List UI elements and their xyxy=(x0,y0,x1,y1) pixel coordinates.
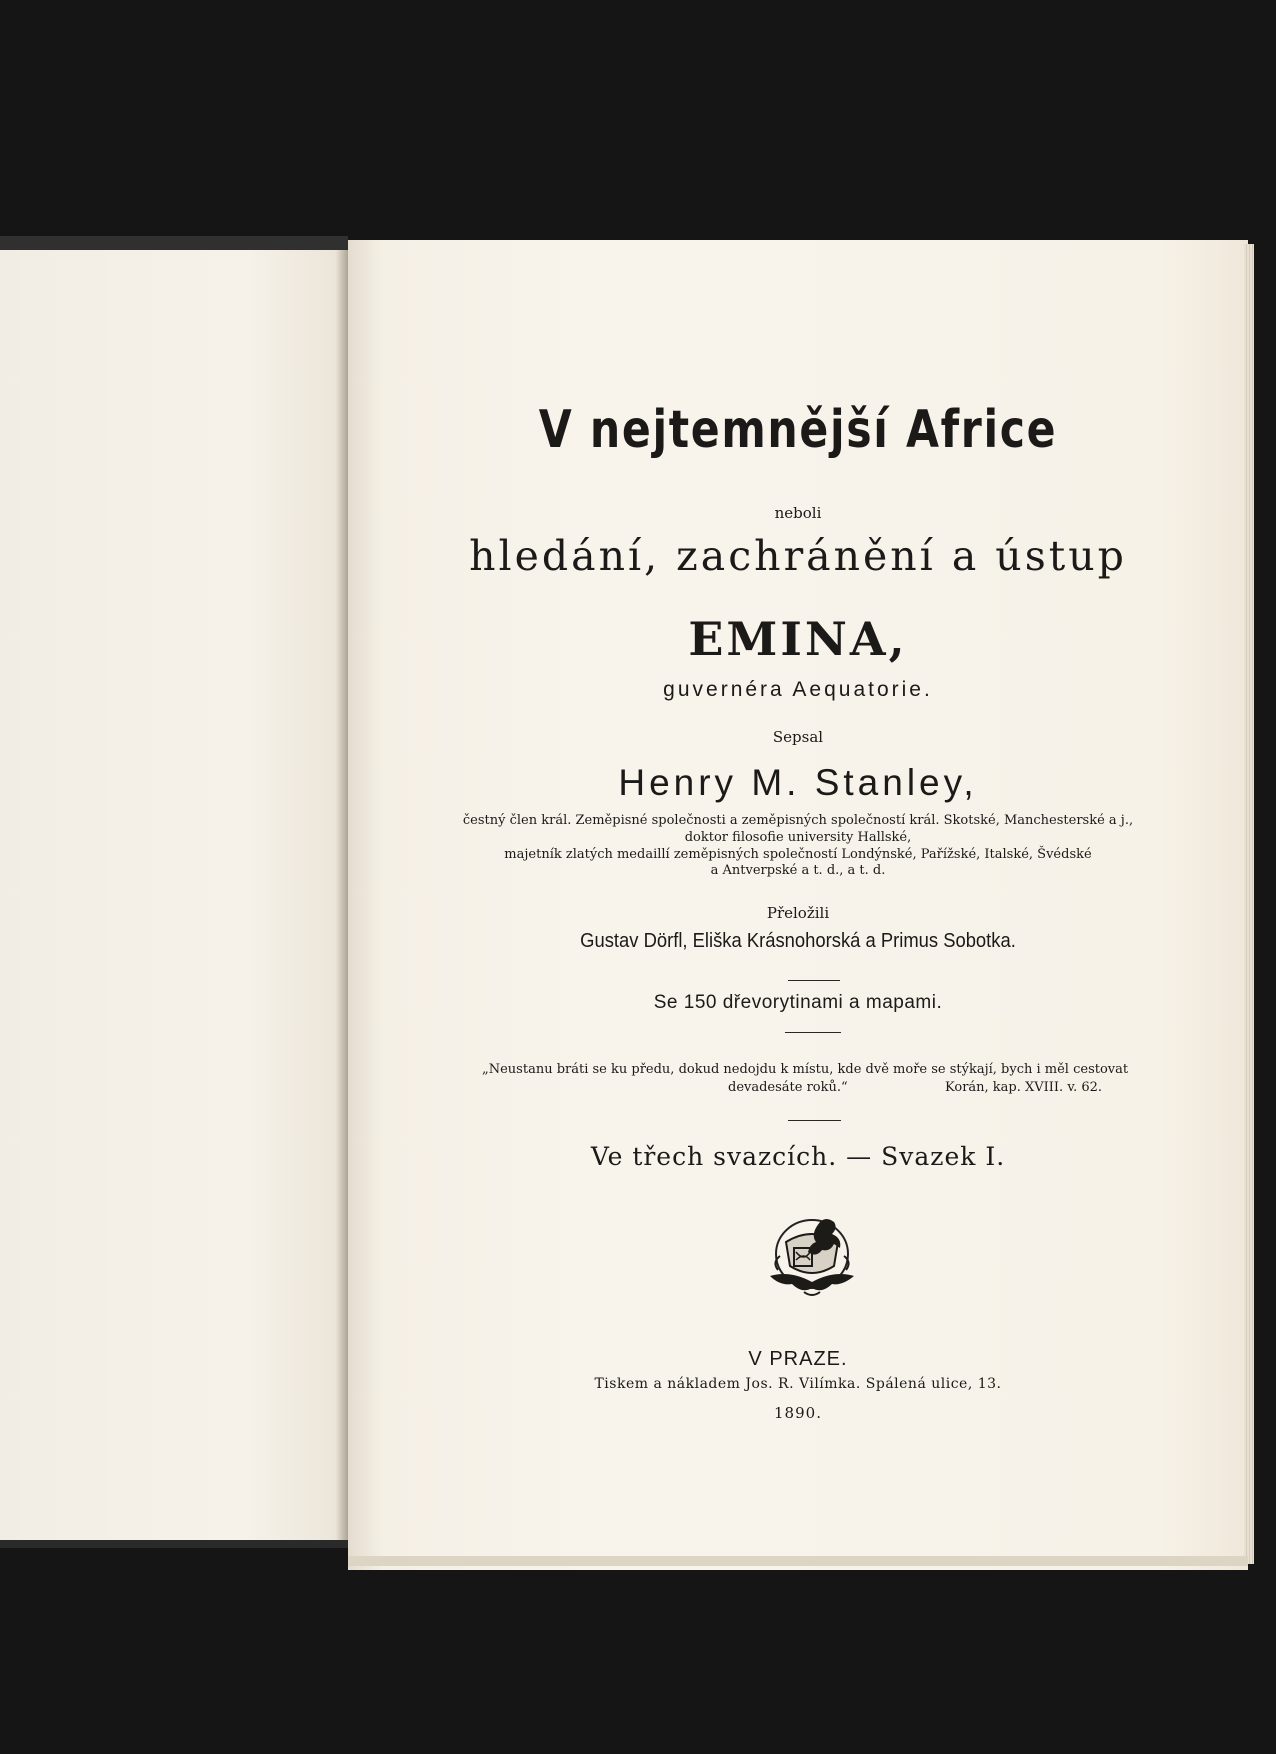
subject-name: EMINA, xyxy=(688,612,908,666)
author-name: Henry M. Stanley, xyxy=(618,762,978,803)
cover-edge-bottom xyxy=(0,1540,348,1548)
publication-city: V PRAZE. xyxy=(748,1348,848,1370)
divider-rule xyxy=(785,1032,841,1033)
written-by-label: Sepsal xyxy=(772,728,824,746)
epigraph-source: Korán, kap. XVIII. v. 62. xyxy=(945,1080,1103,1095)
author-credential: a Antverpské a t. d., a t. d. xyxy=(710,863,886,878)
book-gutter xyxy=(336,250,348,1540)
divider-rule xyxy=(788,980,840,981)
translators: Gustav Dörfl, Eliška Krásnohorská a Primus Sobotka. xyxy=(580,930,1016,952)
lion-crest-icon xyxy=(760,1208,864,1300)
printer-info: Tiskem a nákladem Jos. R. Vilímka. Spálená ulice, 13. xyxy=(594,1376,1002,1392)
author-credential: majetník zlatých medaillí zeměpisných společností Londýnské, Pařížské, Italské, Švédské xyxy=(504,847,1092,862)
author-credential: čestný člen král. Zeměpisné společnosti a zeměpisných společností král. Skotské, Manchesterské a j., xyxy=(462,813,1134,828)
book-subtitle: hledání, zachránění a ústup xyxy=(469,532,1127,580)
page-bottom-edge xyxy=(348,1556,1248,1566)
volume-info: Ve třech svazcích. — Svazek I. xyxy=(590,1142,1006,1171)
subject-role: guvernéra Aequatorie. xyxy=(663,678,933,701)
translated-by-label: Přeložili xyxy=(766,904,830,922)
title-connector: neboli xyxy=(774,504,822,522)
book-title: V nejtemnější Africe xyxy=(538,400,1058,460)
cover-edge-top xyxy=(0,236,348,250)
epigraph-line: devadesáte roků.“ xyxy=(728,1080,848,1095)
author-credential: doktor filosofie university Hallské, xyxy=(684,830,912,845)
epigraph-line: „Neustanu bráti se ku předu, dokud nedojdu k místu, kde dvě moře se stýkají, bych i měl cestovat xyxy=(482,1062,1129,1077)
left-blank-page xyxy=(0,250,348,1540)
publication-year: 1890. xyxy=(774,1404,822,1422)
illustrations-note: Se 150 dřevorytinami a mapami. xyxy=(653,992,943,1013)
divider-rule xyxy=(788,1120,841,1121)
